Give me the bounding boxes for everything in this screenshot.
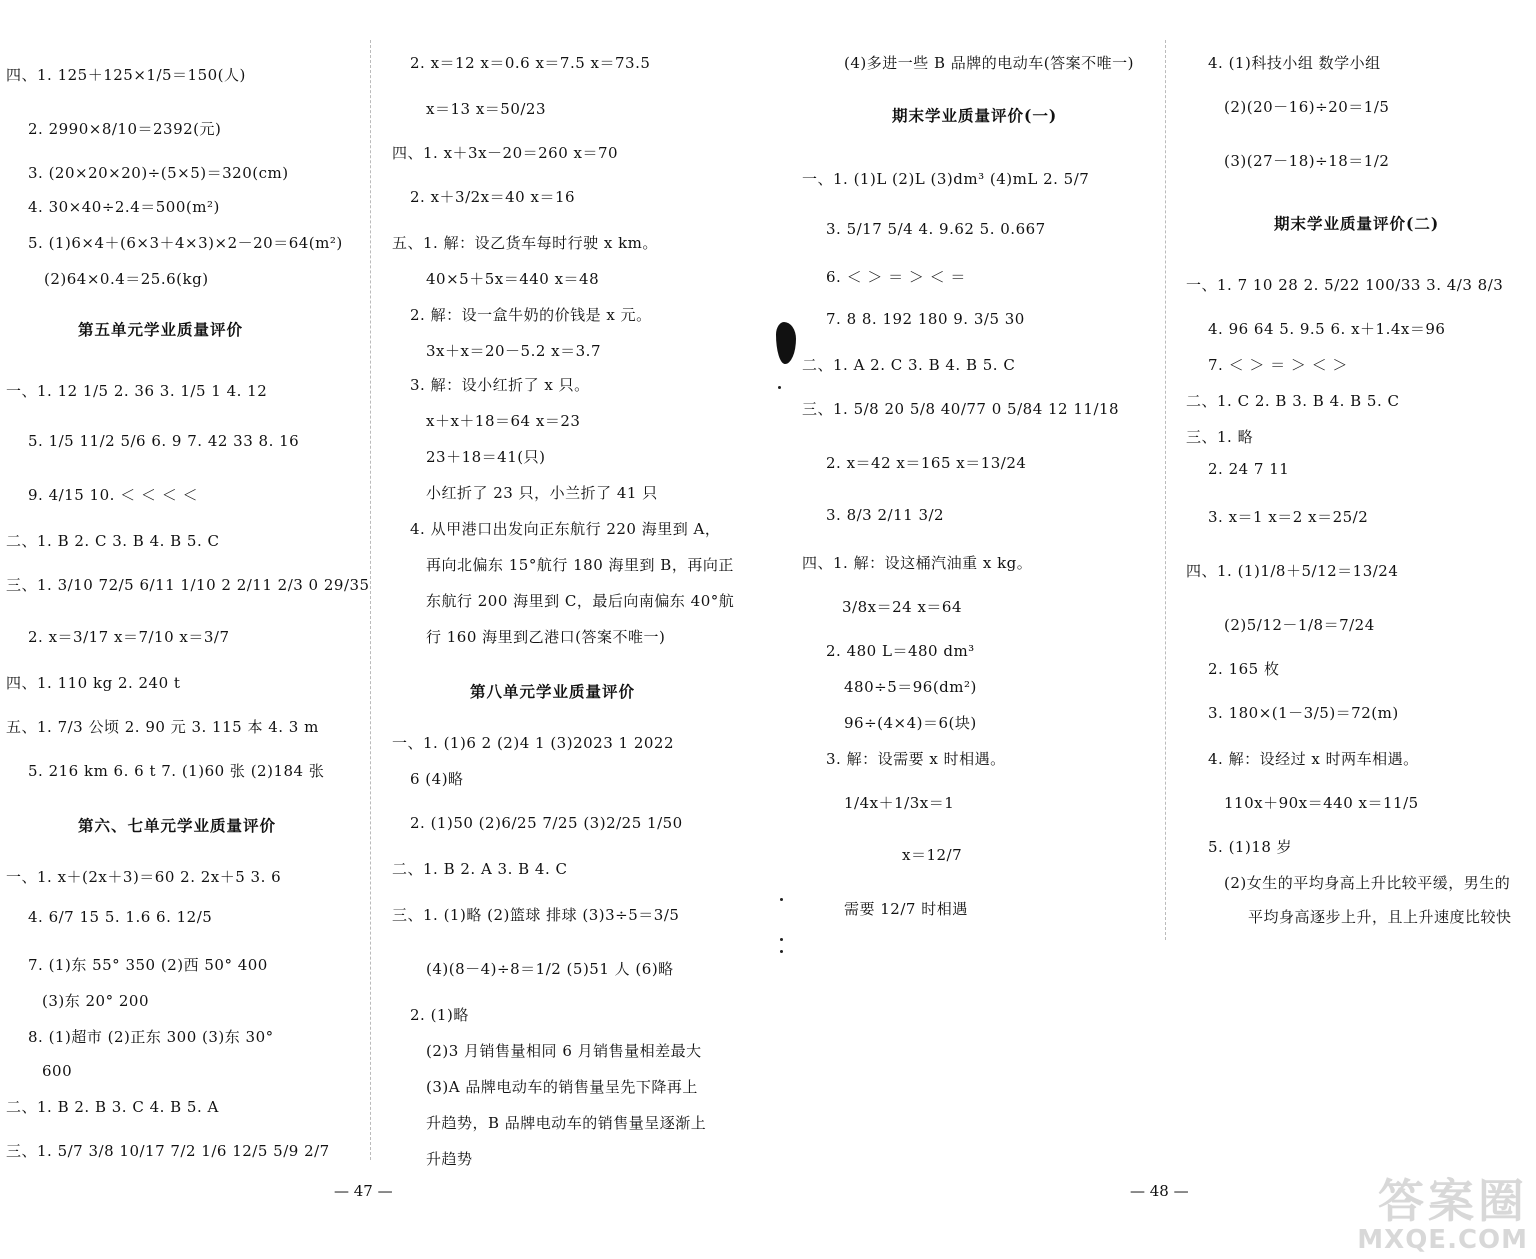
answer-line: 四、1. 解：设这桶汽油重 x kg。 — [802, 554, 1033, 572]
answer-line: x＋x＋18＝64 x＝23 — [426, 412, 581, 430]
answer-line: 2. 480 L＝480 dm³ — [826, 642, 975, 660]
answer-line: x＝12/7 — [902, 846, 963, 864]
ink-dot — [780, 950, 783, 953]
answer-line: 480÷5＝96(dm²) — [844, 678, 977, 696]
answer-line: (4)(8－4)÷8＝1/2 (5)51 人 (6)略 — [426, 960, 674, 978]
answer-line: 二、1. C 2. B 3. B 4. B 5. C — [1186, 392, 1400, 410]
answer-line: 二、1. A 2. C 3. B 4. B 5. C — [802, 356, 1016, 374]
answer-line: 一、1. x＋(2x＋3)＝60 2. 2x＋5 3. 6 — [6, 868, 282, 886]
answer-line: 1/4x＋1/3x＝1 — [844, 794, 955, 812]
answer-line: 4. 30×40÷2.4＝500(m²) — [28, 198, 220, 216]
answer-line: 2. x＝12 x＝0.6 x＝7.5 x＝73.5 — [410, 54, 651, 72]
answer-line: (2)3 月销售量相同 6 月销售量相差最大 — [426, 1042, 702, 1060]
answer-line: 2. x＝42 x＝165 x＝13/24 — [826, 454, 1027, 472]
answer-line: x＝13 x＝50/23 — [426, 100, 547, 118]
answer-line: 5. (1)18 岁 — [1208, 838, 1293, 856]
answer-line: 二、1. B 2. A 3. B 4. C — [392, 860, 568, 878]
answer-line: 40×5＋5x＝440 x＝48 — [426, 270, 600, 288]
answer-line: 3. x＝1 x＝2 x＝25/2 — [1208, 508, 1369, 526]
answer-line: 四、1. x＋3x－20＝260 x＝70 — [392, 144, 619, 162]
section-heading: 第六、七单元学业质量评价 — [78, 816, 277, 835]
answer-line: (2)64×0.4＝25.6(kg) — [44, 270, 209, 288]
answer-line: 一、1. 12 1/5 2. 36 3. 1/5 1 4. 12 — [6, 382, 268, 400]
answer-line: 再向北偏东 15°航行 180 海里到 B，再向正 — [426, 556, 734, 574]
section-heading: 期末学业质量评价(一) — [892, 106, 1058, 125]
answer-line: 小红折了 23 只，小兰折了 41 只 — [426, 484, 658, 502]
answer-line: 96÷(4×4)＝6(块) — [844, 714, 977, 732]
answer-line: 五、1. 解：设乙货车每时行驶 x km。 — [392, 234, 658, 252]
answer-line: 四、1. 110 kg 2. 240 t — [6, 674, 181, 692]
answer-line: 110x＋90x＝440 x＝11/5 — [1224, 794, 1419, 812]
section-heading: 第八单元学业质量评价 — [470, 682, 636, 701]
page-number: — 47 — — [334, 1182, 393, 1200]
answer-line: 3. (20×20×20)÷(5×5)＝320(cm) — [28, 164, 289, 182]
answer-line: 2. 165 枚 — [1208, 660, 1280, 678]
answer-line: (3)A 品牌电动车的销售量呈先下降再上 — [426, 1078, 698, 1096]
answer-line: 平均身高逐步上升，且上升速度比较快 — [1248, 908, 1512, 926]
answer-line: 东航行 200 海里到 C，最后向南偏东 40°航 — [426, 592, 735, 610]
answer-line: 3. 解：设需要 x 时相遇。 — [826, 750, 1006, 768]
answer-line: 3/8x＝24 x＝64 — [842, 598, 963, 616]
answer-line: 6 (4)略 — [410, 770, 464, 788]
answer-line: 4. 从甲港口出发向正东航行 220 海里到 A， — [410, 520, 721, 538]
answer-line: 3x＋x＝20－5.2 x＝3.7 — [426, 342, 601, 360]
answer-line: 7. ＜ ＞ ＝ ＞ ＜ ＞ — [1208, 356, 1348, 374]
answer-line: (4)多进一些 B 品牌的电动车(答案不唯一) — [844, 54, 1135, 72]
answer-line: 一、1. 7 10 28 2. 5/22 100/33 3. 4/3 8/3 — [1186, 276, 1504, 294]
column-divider — [370, 40, 371, 1160]
answer-line: 600 — [42, 1062, 73, 1080]
answer-line: 3. 5/17 5/4 4. 9.62 5. 0.667 — [826, 220, 1046, 238]
answer-line: 4. (1)科技小组 数学小组 — [1208, 54, 1381, 72]
answer-line: 二、1. B 2. C 3. B 4. B 5. C — [6, 532, 220, 550]
answer-line: 2. 2990×8/10＝2392(元) — [28, 120, 222, 138]
answer-line: 二、1. B 2. B 3. C 4. B 5. A — [6, 1098, 219, 1116]
answer-line: 4. 6/7 15 5. 1.6 6. 12/5 — [28, 908, 213, 926]
answer-line: 2. x＝3/17 x＝7/10 x＝3/7 — [28, 628, 230, 646]
answer-line: 一、1. (1)L (2)L (3)dm³ (4)mL 2. 5/7 — [802, 170, 1090, 188]
ink-dot — [780, 898, 783, 901]
answer-line: 升趋势，B 品牌电动车的销售量呈逐渐上 — [426, 1114, 707, 1132]
answer-line: 2. 解：设一盒牛奶的价钱是 x 元。 — [410, 306, 652, 324]
answer-line: 3. 解：设小红折了 x 只。 — [410, 376, 590, 394]
section-heading: 第五单元学业质量评价 — [78, 320, 244, 339]
answer-line: 2. (1)50 (2)6/25 7/25 (3)2/25 1/50 — [410, 814, 683, 832]
answer-line: 升趋势 — [426, 1150, 473, 1168]
answer-line: 4. 96 64 5. 9.5 6. x＋1.4x＝96 — [1208, 320, 1446, 338]
section-heading: 期末学业质量评价(二) — [1274, 214, 1440, 233]
page-number: — 48 — — [1130, 1182, 1189, 1200]
answer-line: 五、1. 7/3 公顷 2. 90 元 3. 115 本 4. 3 m — [6, 718, 319, 736]
answer-line: 4. 解：设经过 x 时两车相遇。 — [1208, 750, 1419, 768]
answer-line: 三、1. 5/7 3/8 10/17 7/2 1/6 12/5 5/9 2/7 — [6, 1142, 330, 1160]
answer-line: 需要 12/7 时相遇 — [844, 900, 968, 918]
answer-line: 5. 216 km 6. 6 t 7. (1)60 张 (2)184 张 — [28, 762, 325, 780]
answer-line: 8. (1)超市 (2)正东 300 (3)东 30° — [28, 1028, 274, 1046]
watermark-logo — [1357, 1174, 1528, 1255]
answer-line: 三、1. 3/10 72/5 6/11 1/10 2 2/11 2/3 0 29/35 — [6, 576, 370, 594]
answer-line: (3)(27－18)÷18＝1/2 — [1224, 152, 1390, 170]
answer-line: 9. 4/15 10. ＜ ＜ ＜ ＜ — [28, 486, 198, 504]
answer-line: 2. (1)略 — [410, 1006, 469, 1024]
answer-line: 2. x＋3/2x＝40 x＝16 — [410, 188, 576, 206]
answer-line: 5. 1/5 11/2 5/6 6. 9 7. 42 33 8. 16 — [28, 432, 300, 450]
answer-line: 行 160 海里到乙港口(答案不唯一) — [426, 628, 666, 646]
answer-line: 三、1. 5/8 20 5/8 40/77 0 5/84 12 11/18 — [802, 400, 1120, 418]
answer-line: (2)(20－16)÷20＝1/5 — [1224, 98, 1390, 116]
answer-line: 6. ＜ ＞ ＝ ＞ ＜ ＝ — [826, 268, 966, 286]
answer-line: 四、1. 125＋125×1/5＝150(人) — [6, 66, 246, 84]
answer-line: 23＋18＝41(只) — [426, 448, 546, 466]
column-divider — [1165, 40, 1166, 940]
ink-blot — [776, 322, 796, 364]
answer-line: 一、1. (1)6 2 (2)4 1 (3)2023 1 2022 — [392, 734, 674, 752]
answer-line: 四、1. (1)1/8＋5/12＝13/24 — [1186, 562, 1399, 580]
answer-line: 5. (1)6×4＋(6×3＋4×3)×2－20＝64(m²) — [28, 234, 343, 252]
watermark-text: 答案圈 — [1378, 1174, 1528, 1228]
answer-line: 三、1. 略 — [1186, 428, 1254, 446]
answer-line: 7. (1)东 55° 350 (2)西 50° 400 — [28, 956, 268, 974]
ink-dot — [780, 938, 783, 941]
answer-line: 3. 180×(1－3/5)＝72(m) — [1208, 704, 1399, 722]
answer-line: 3. 8/3 2/11 3/2 — [826, 506, 945, 524]
answer-line: (2)女生的平均身高上升比较平缓，男生的 — [1224, 874, 1511, 892]
ink-dot — [778, 386, 781, 389]
answer-line: (3)东 20° 200 — [42, 992, 150, 1010]
watermark-url: MXQE.COM — [1357, 1225, 1528, 1255]
answer-line: 7. 8 8. 192 180 9. 3/5 30 — [826, 310, 1025, 328]
answer-line: 2. 24 7 11 — [1208, 460, 1290, 478]
answer-line: 三、1. (1)略 (2)篮球 排球 (3)3÷5＝3/5 — [392, 906, 680, 924]
answer-line: (2)5/12－1/8＝7/24 — [1224, 616, 1375, 634]
